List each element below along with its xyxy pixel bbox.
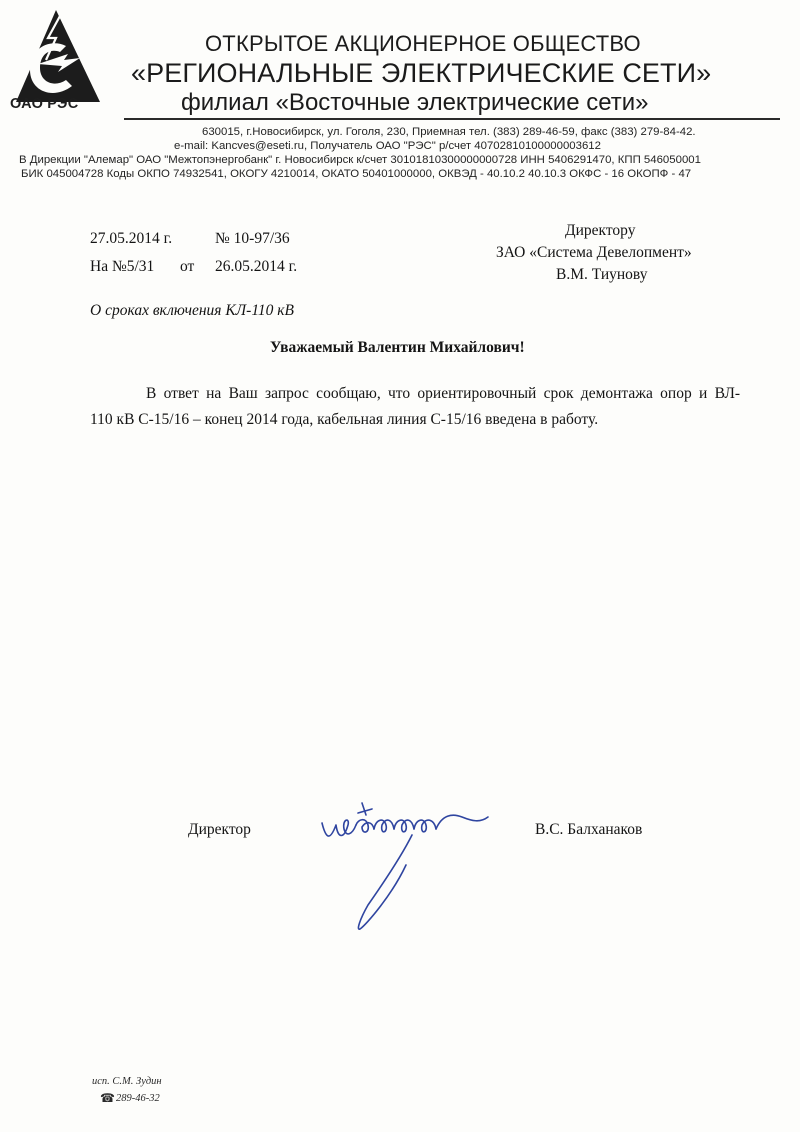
branch-name: филиал «Восточные электрические сети» xyxy=(181,89,649,116)
logo-label: ОАО РЭС xyxy=(10,96,79,112)
company-legal-form: ОТКРЫТОЕ АКЦИОНЕРНОЕ ОБЩЕСТВО xyxy=(205,31,641,56)
requisites-line: БИК 045004728 Коды ОКПО 74932541, ОКОГУ 4210014, ОКАТО 50401000000, ОКВЭД - 40.10.2 40.10.3 ОКФС - 16 ОКОПФ - 47 xyxy=(21,168,692,180)
signatory-name: В.С. Балханаков xyxy=(535,821,643,838)
body-line: 110 кВ С-15/16 – конец 2014 года, кабельная линия С-15/16 введена в работу. xyxy=(90,411,599,428)
addressee-company: ЗАО «Система Девелопмент» xyxy=(496,244,692,261)
letter-subject: О сроках включения КЛ-110 кВ xyxy=(90,302,295,319)
letterhead-divider xyxy=(124,118,780,120)
phone-icon: ☎ xyxy=(100,1091,115,1105)
addressee-position: Директору xyxy=(565,222,636,239)
greeting: Уважаемый Валентин Михайлович! xyxy=(270,339,525,356)
reference-date: 26.05.2014 г. xyxy=(215,258,298,275)
company-name: «РЕГИОНАЛЬНЫЕ ЭЛЕКТРИЧЕСКИЕ СЕТИ» xyxy=(131,58,712,88)
executor-phone: 289-46-32 xyxy=(116,1093,160,1104)
body-line: В ответ на Ваш запрос сообщаю, что ориентировочный срок демонтажа опор и ВЛ- xyxy=(146,385,740,402)
reference-from-label: от xyxy=(180,258,195,275)
requisites-line: 630015, г.Новосибирск, ул. Гоголя, 230, Приемная тел. (383) 289-46-59, факс (383) 279-84-42. xyxy=(202,126,696,138)
outgoing-number: № 10-97/36 xyxy=(215,230,290,247)
letter-date: 27.05.2014 г. xyxy=(90,230,173,247)
letter-body xyxy=(90,381,740,433)
requisites-line: e-mail: Kancves@eseti.ru, Получатель ОАО "РЭС" р/счет 40702810100000003612 xyxy=(174,140,601,152)
signatory-title: Директор xyxy=(188,821,251,838)
reference-number: На №5/31 xyxy=(90,258,155,275)
handwritten-signature xyxy=(312,795,512,945)
requisites-line: В Дирекции "Алемар" ОАО "Межтопэнергобанк" г. Новосибирск к/счет 30101810300000000728 ИНН 5406291470, КПП 546050001 xyxy=(19,154,701,166)
executor-name: исп. С.М. Зудин xyxy=(92,1076,162,1087)
addressee-name: В.М. Тиунову xyxy=(556,266,648,283)
